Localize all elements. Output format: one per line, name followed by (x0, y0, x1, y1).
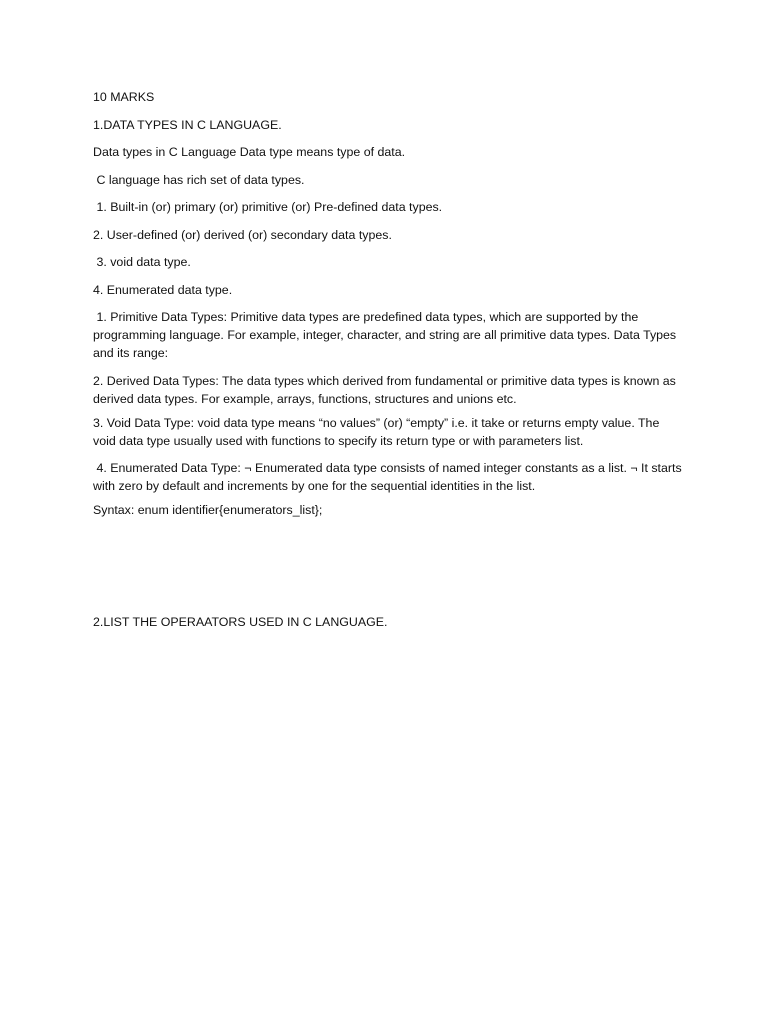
section-title-operators: 2.LIST THE OPERAATORS USED IN C LANGUAGE. (93, 615, 388, 629)
paragraph: 4. Enumerated data type. (93, 282, 233, 297)
paragraph: 1. Built-in (or) primary (or) primitive (or) Pre-defined data types. (93, 200, 443, 214)
paragraph: Data types in C Language Data type means type of data. (93, 145, 406, 159)
paragraph: 4. Enumerated Data Type: ¬ Enumerated data type consists of named integer constants as a list. ¬ It starts with zero by default and increments by one for the sequential identities in the list. (93, 461, 686, 493)
paragraph: 1. Primitive Data Types: Primitive data types are predefined data types, which are supported by the programming language. For example, integer, character, and string are all primitive data types. Data Types and its range: (93, 310, 680, 360)
document-body (93, 88, 686, 529)
paragraph: 3. Void Data Type: void data type means “no values” (or) “empty” i.e. it take or returns empty value. The void data type usually used with functions to specify its return type or with parameters list. (93, 415, 663, 448)
section-title-data-types: 1.DATA TYPES IN C LANGUAGE. (93, 117, 282, 132)
paragraph: C language has rich set of data types. (93, 172, 305, 187)
marks-heading: 10 MARKS (93, 90, 155, 104)
paragraph: 2. Derived Data Types: The data types which derived from fundamental or primitive data types is known as derived data types. For example, arrays, functions, structures and unions etc. (93, 373, 680, 406)
paragraph: 2. User-defined (or) derived (or) secondary data types. (93, 227, 392, 242)
syntax-line: Syntax: enum identifier{enumerators_list}; (93, 503, 323, 517)
paragraph: 3. void data type. (93, 255, 191, 269)
